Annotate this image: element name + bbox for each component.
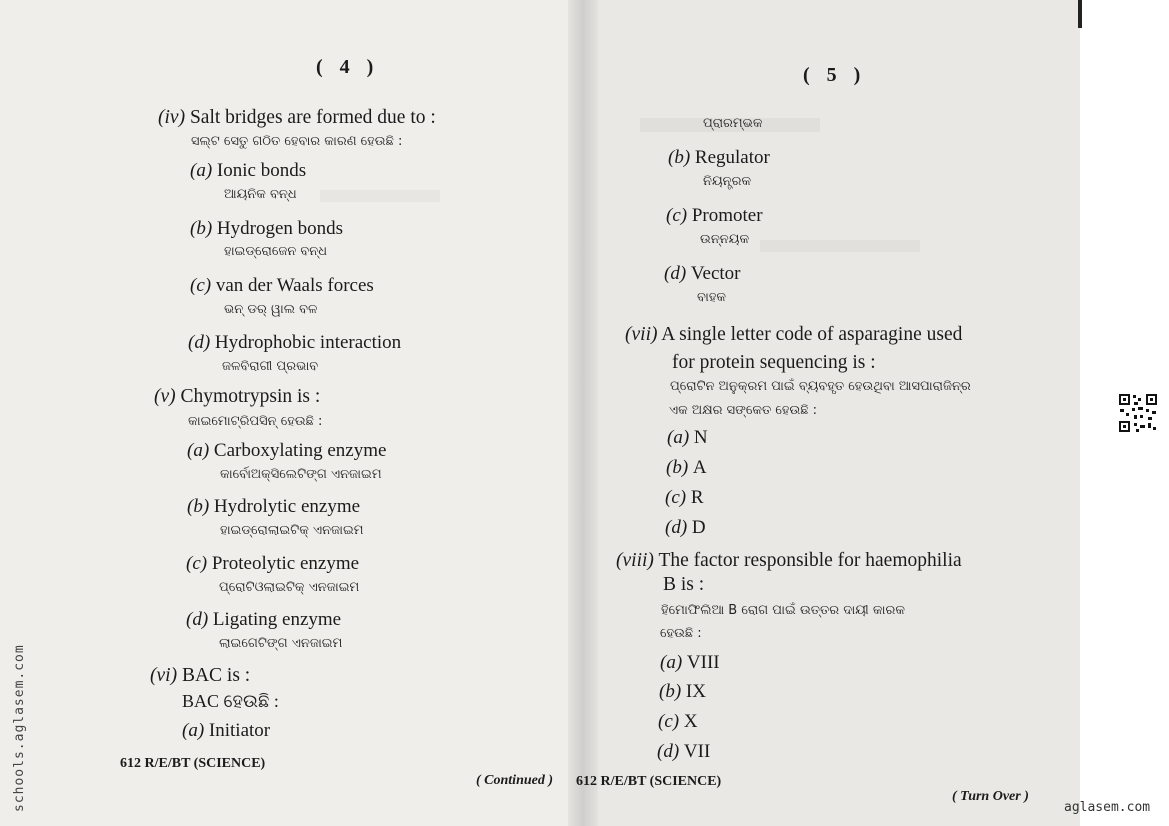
option-d: (d) Vector bbox=[664, 263, 741, 284]
option-c: (c) van der Waals forces bbox=[190, 275, 374, 296]
question-iv bbox=[158, 107, 436, 129]
option-odia: ହାଇଡ୍ରୋଲାଇଟିକ୍ ଏନଜାଇମ bbox=[220, 523, 364, 538]
option-odia: ଆୟନିକ ବନ୍ଧ bbox=[224, 187, 297, 202]
question-odia: ହେଉଛି : bbox=[660, 626, 702, 641]
question-text-line2: for protein sequencing is : bbox=[672, 352, 876, 373]
question-number: (viii) bbox=[616, 550, 654, 571]
question-odia: ଏକ ଅକ୍ଷର ସଙ୍କେତ ହେଉଛି : bbox=[669, 403, 818, 418]
question-text: The factor responsible for haemophilia bbox=[658, 550, 962, 571]
option-odia: ଭନ୍ ଡର୍ ୱାଲ ବଳ bbox=[224, 302, 318, 317]
question-text: Chymotrypsin is : bbox=[180, 386, 321, 407]
option-d: (d) Ligating enzyme bbox=[186, 609, 342, 630]
option-c: (c) X bbox=[658, 711, 698, 732]
question-v bbox=[154, 386, 320, 408]
question-odia: କାଇମୋଟ୍ରିପସିନ୍ ହେଉଛି : bbox=[188, 414, 323, 429]
question-text: Salt bridges are formed due to : bbox=[189, 107, 436, 128]
watermark-side: schools.aglasem.com bbox=[12, 644, 27, 812]
option-b: (b) A bbox=[666, 457, 707, 478]
option-odia: ପ୍ରୋଟିଓଲାଇଟିକ୍ ଏନଜାଇମ bbox=[219, 580, 360, 595]
bleed-through-mark bbox=[320, 190, 440, 202]
option-odia: ବାହକ bbox=[697, 290, 727, 305]
option-d: (d) D bbox=[665, 517, 706, 538]
option-c: (c) Proteolytic enzyme bbox=[186, 553, 360, 574]
option-d: (d) VII bbox=[657, 741, 711, 762]
question-number: (vi) bbox=[150, 665, 178, 686]
book-gutter bbox=[568, 0, 598, 826]
question-text-line2: B is : bbox=[663, 574, 705, 595]
option-a: (a) Carboxylating enzyme bbox=[187, 440, 387, 461]
footer-continued: ( Continued ) bbox=[476, 773, 554, 788]
option-a: (a) Ionic bonds bbox=[190, 160, 307, 181]
footer-turn-over: ( Turn Over ) bbox=[952, 789, 1029, 804]
carry-over-odia: ପ୍ରାରମ୍ଭକ bbox=[703, 116, 763, 131]
footer-code-right: 612 R/E/BT (SCIENCE) bbox=[576, 774, 722, 789]
option-c: (c) Promoter bbox=[666, 205, 763, 226]
bleed-through-mark bbox=[760, 240, 920, 252]
page-number-left: ( 4 ) bbox=[316, 56, 380, 78]
qr-code-icon bbox=[1118, 393, 1158, 433]
option-b: (b) Regulator bbox=[668, 147, 770, 168]
option-odia: ହାଇଡ୍ରୋଜେନ ବନ୍ଧ bbox=[224, 244, 328, 259]
option-d: (d) Hydrophobic interaction bbox=[188, 332, 402, 353]
question-vi bbox=[150, 665, 250, 687]
footer-code-left: 612 R/E/BT (SCIENCE) bbox=[120, 756, 266, 771]
option-b: (b) Hydrolytic enzyme bbox=[187, 496, 361, 517]
page-edge-mark bbox=[1078, 0, 1082, 28]
option-a: (a) VIII bbox=[660, 652, 720, 673]
question-text: BAC is : bbox=[181, 665, 251, 686]
page-number-right: ( 5 ) bbox=[803, 64, 867, 86]
question-odia: BAC ହେଉଛି : bbox=[182, 691, 279, 711]
question-odia: ସଲ୍ଟ ସେତୁ ଗଠିତ ହେବାର କାରଣ ହେଉଛି : bbox=[191, 134, 403, 149]
question-text: A single letter code of asparagine used bbox=[661, 324, 963, 345]
option-odia: ଲାଇଗେଟିଙ୍ଗ ଏନଜାଇମ bbox=[219, 636, 343, 651]
option-b: (b) Hydrogen bonds bbox=[190, 218, 344, 239]
question-odia: ହିମୋଫିଲିଆ B ରୋଗ ପାଇଁ ଉତ୍ତର ଦାୟୀ କାରକ bbox=[661, 603, 905, 618]
option-odia: ଉନ୍ନୟକ bbox=[700, 232, 750, 247]
watermark-bottom: aglasem.com bbox=[1064, 800, 1151, 815]
option-odia: କାର୍ବୋଅକ୍ସିଲେଟିଙ୍ଗ ଏନଜାଇମ bbox=[220, 467, 382, 482]
question-viii bbox=[616, 550, 962, 572]
option-odia: ନିୟନ୍ତ୍ରକ bbox=[703, 174, 752, 189]
question-vii bbox=[625, 324, 962, 346]
option-a: (a) Initiator bbox=[182, 720, 271, 741]
option-b: (b) IX bbox=[659, 681, 706, 702]
question-number: (iv) bbox=[158, 107, 186, 128]
option-odia: ଜଳବିରାଗୀ ପ୍ରଭାବ bbox=[222, 359, 319, 374]
question-number: (v) bbox=[154, 386, 176, 407]
option-c: (c) R bbox=[665, 487, 704, 508]
option-a: (a) N bbox=[667, 427, 708, 448]
question-odia: ପ୍ରୋଟିନ ଅନୁକ୍ରମ ପାଇଁ ବ୍ୟବହୃତ ହେଉଥିବା ଆସପାରାଜିନ୍‌ର bbox=[670, 379, 971, 394]
question-number: (vii) bbox=[625, 324, 658, 345]
